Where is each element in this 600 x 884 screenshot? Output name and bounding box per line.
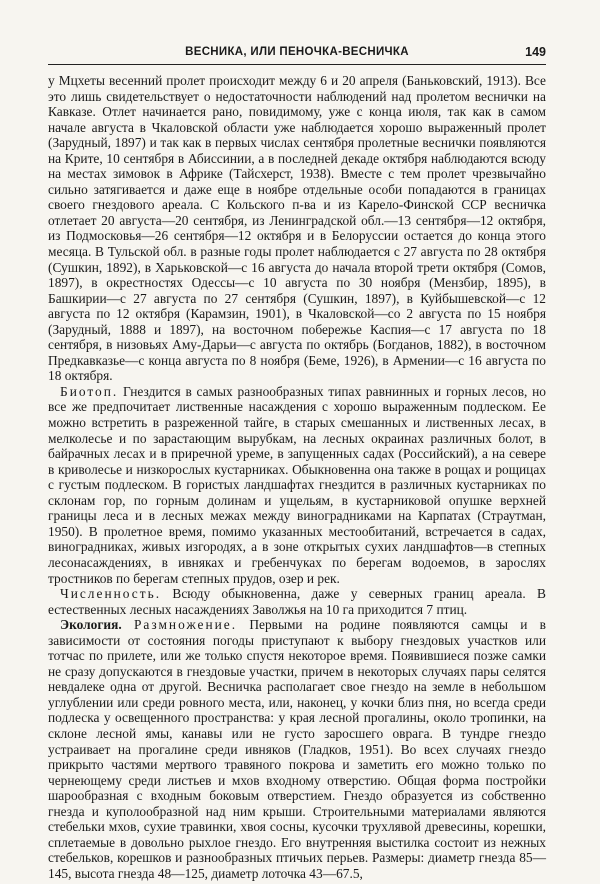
abundance-paragraph <box>48 586 546 617</box>
abundance-heading: Численность. <box>60 586 162 602</box>
body-text <box>48 73 546 881</box>
page-number: 149 <box>525 45 546 59</box>
ecology-heading: Экология. <box>60 617 122 633</box>
biotope-heading: Биотоп. <box>60 383 119 399</box>
page-header <box>48 44 546 65</box>
running-title: ВЕСНИКА, ИЛИ ПЕНОЧКА-ВЕСНИЧКА <box>185 46 409 58</box>
ecology-paragraph <box>48 617 546 881</box>
biotope-paragraph <box>48 384 546 586</box>
migration-paragraph: у Мцхеты весенний пролет происходит между 6 и 20 апреля (Баньковский, 1913). Все это лишь свидетельствует о недостаточности наблюдений над пролетом веснички на Кавказе. Отлет начинается рано, повидимому, уже с конца июля, так как в самом начале августа в Чкаловской области уже наблюдается хорошо выраженный пролет (Зарудный, 1897) и так как в первых числах сентября пролетные веснички появляются на Крите, 10 сентября в Абиссинии, а в последней декаде октября наблюдаются всюду на местах зимовок в Африке (Тайсхерст, 1938). Вместе с тем пролет чрезвычайно сильно затягивается и даже еще в ноябре отдельные особи попадаются в границах своего гнездового ареала. С Кольского п-ва и из Карело-Финской ССР весничка отлетает 20 августа—20 сентября, из Ленинградской обл.—13 сентября—12 октября, из Подмосковья—26 сентября—12 октября и в Белоруссии остается до конца этого месяца. В Тульской обл. в разные годы пролет наблюдается с 27 августа по 28 октября (Сушкин, 1892), в Харьковской—с 16 августа до начала второй трети октября (Сомов, 1897), в окрестностях Одессы—с 10 августа по 30 ноября (Мензбир, 1895), в Башкирии—с 27 августа по 27 сентября (Сушкин, 1897), в Куйбышевской—с 12 августа по 12 октября (Карамзин, 1901), в Чкаловской—со 2 августа по 15 ноября (Зарудный, 1888 и 1897), на восточном побережье Каспия—с 17 августа по 18 сентября, в низовьях Аму-Дарьи—с августа по октябрь (Богданов, 1882), в восточном Предкавказье—с конца августа по 8 ноября (Беме, 1926), в Армении—с 16 августа по 18 октября. <box>48 73 546 384</box>
reproduction-subheading: Размножение. <box>133 617 238 633</box>
biotope-text: Гнездится в самых разнообразных типах равнинных и горных лесов, но все же предпочитает лиственные насаждения с хорошо выраженным подлеском. Ее можно встретить в разреженной тайге, в старых смешанных и лиственных лесах, в мелколесье и по зарастающим вырубкам, на лесных окраинах различных болот, в байрачных лесах и в приречной уреме, в запущенных садах (Российский), а на севере в криволесье и низкорослых кустарниках. Обыкновенна она также в рощах и рощицах с густым подлеском. В гористых ландшафтах гнездится в различных кустарниках по склонам гор, по горным долинам и ущельям, в кустарниковой опушке верхней границы леса и в лесных межах между виноградниками на Карпатах (Страутман, 1950). В пролетное время, помимо указанных местообитаний, встречается в садах, виноградниках, живых изгородях, а в зоне открытых сухих ландшафтов—в степных лесонасаждениях, в ивняках и гребенчуках по берегам водоемов, в зарослях тростников по берегам степных прудов, озер и рек. <box>48 383 546 586</box>
ecology-text: Первыми на родине появляются самцы и в зависимости от состояния погоды приступают к выбору гнездовых участков или тотчас по прилете, или же только спустя некоторое время. Появившиеся позже самки не сразу допускаются в гнездовые участки, причем в некоторых случаях пары селятся невдалеке одна от другой. Весничка располагает свое гнездо на земле в небольшом углублении или среди ровного места, или, наконец, у кочки близ пня, но всегда среди подлеска у освещенного пространства: у края лесной прогалины, около тропинки, на склоне лесной ямы, канавы или не густо заросшего оврага. В тундре гнездо устраивает на прогалине среди ивняков (Гладков, 1951). Во всех случаях гнездо прикрыто частями мертвого травяного покрова и заметить его можно только по чернеющему среди листьев и мхов входному отверстию. Общая форма постройки шарообразная с входным боковым отверстием. Гнездо образуется из собственно гнезда и куполообразной над ним крыши. Строительными материалами являются стебельки мхов, сухие травинки, хвоя сосны, кусочки трухлявой древесины, корешки, сплетаемые в довольно рыхлое гнездо. Его внутренняя выстилка состоит из нежных стебельков, корешков и разнообразных птичьих перьев. Размеры: диаметр гнезда 85—145, высота гнезда 48—125, диаметр лоточка 43—67.5, <box>48 617 546 881</box>
abundance-text: Всюду обыкновенна, даже у северных границ ареала. В естественных лесных насаждениях Заволжья на 10 га приходится 7 птиц. <box>48 586 546 617</box>
